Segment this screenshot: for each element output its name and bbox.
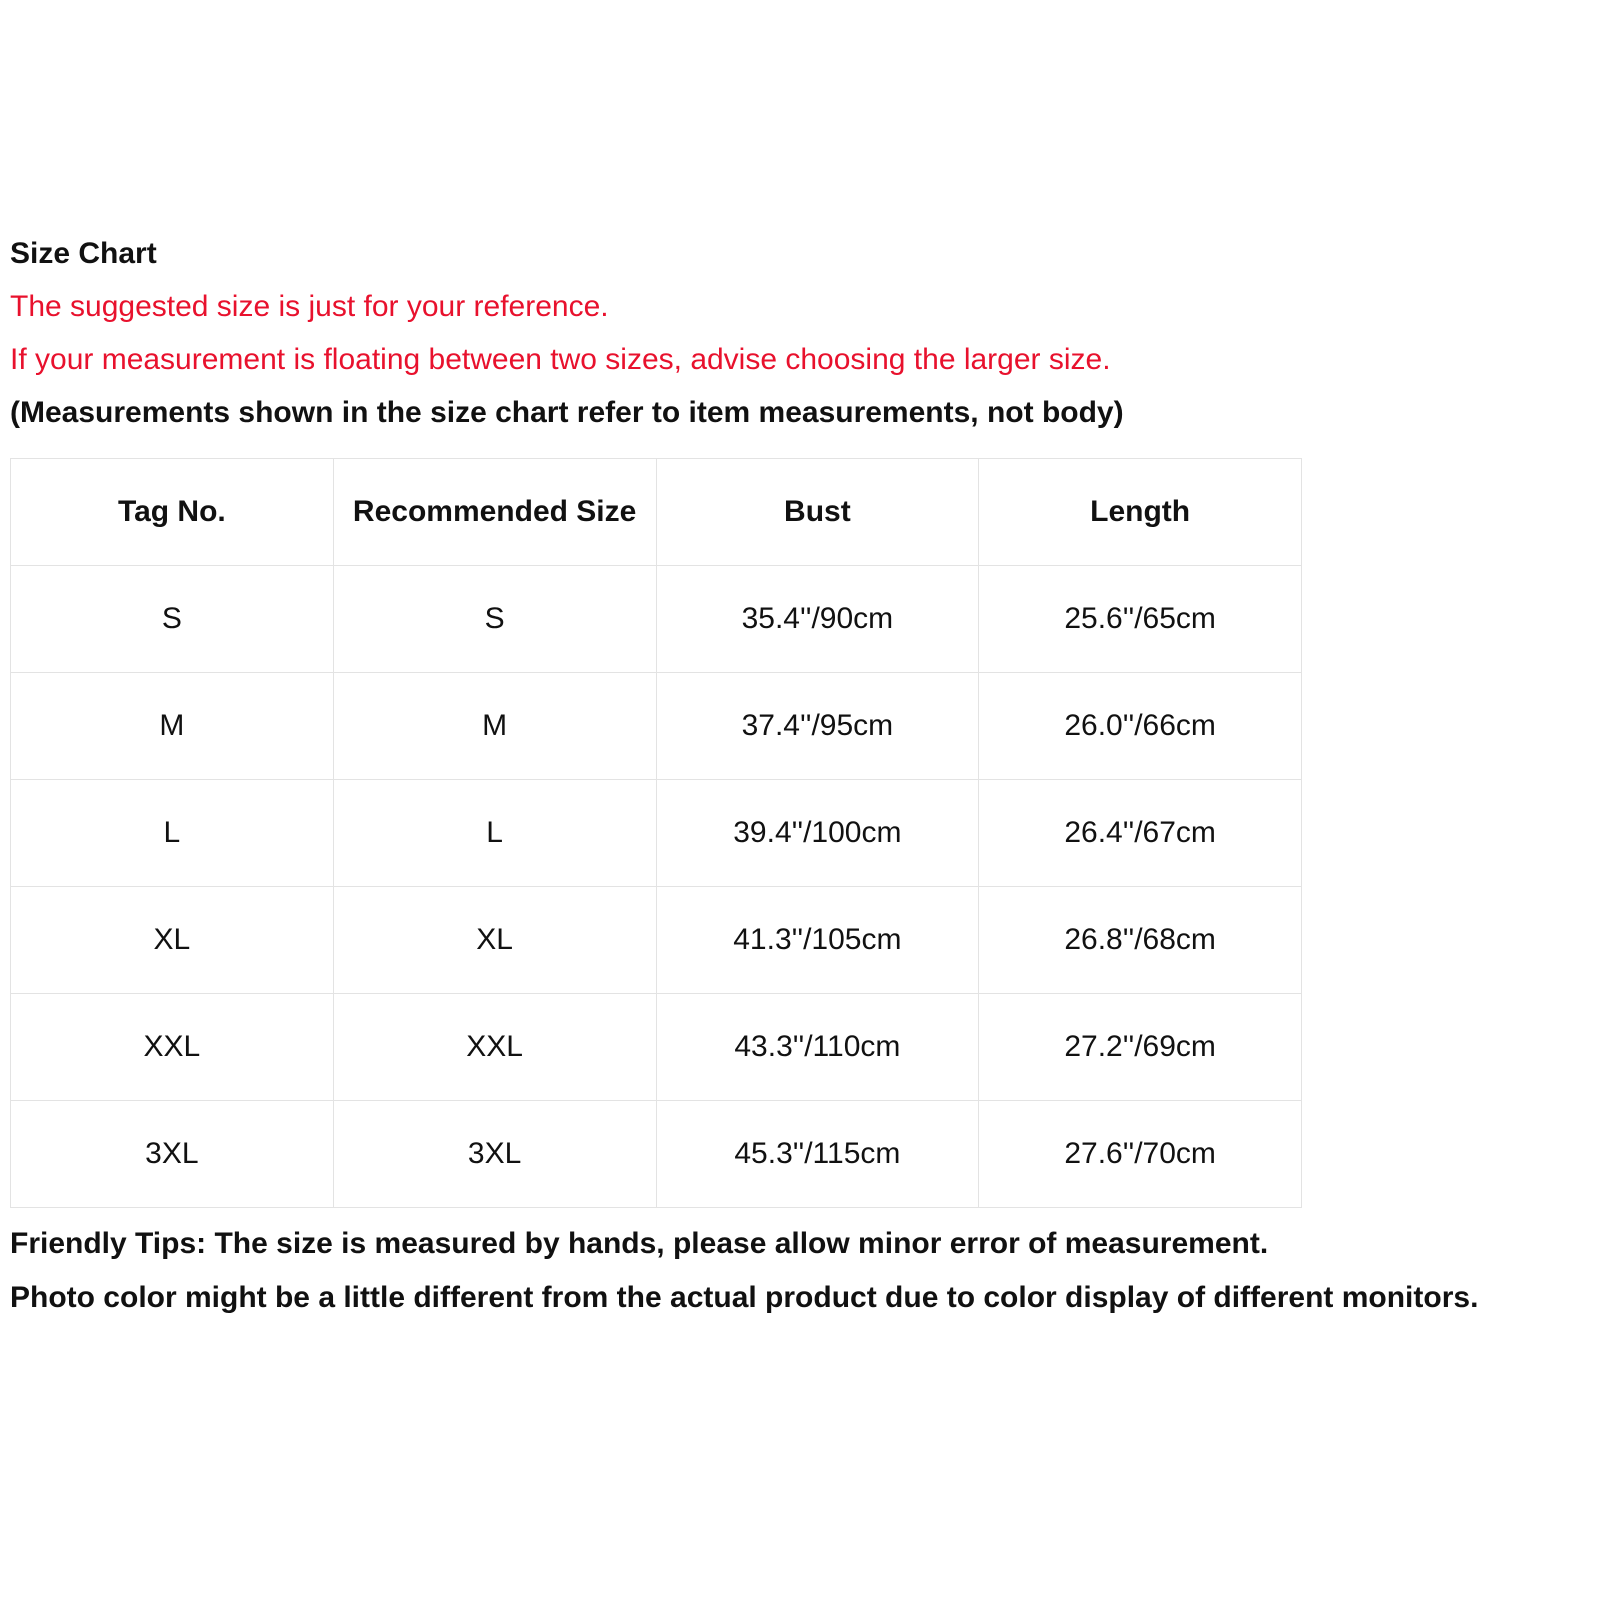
cell-tag-no: L <box>11 780 334 887</box>
cell-length: 27.2''/69cm <box>979 994 1302 1101</box>
cell-tag-no: M <box>11 673 334 780</box>
cell-bust: 35.4''/90cm <box>656 566 979 673</box>
cell-length: 26.4''/67cm <box>979 780 1302 887</box>
size-table <box>10 458 1302 1208</box>
cell-recommended-size: XXL <box>333 994 656 1101</box>
cell-bust: 37.4''/95cm <box>656 673 979 780</box>
cell-bust: 45.3''/115cm <box>656 1101 979 1208</box>
table-header-row <box>11 459 1302 566</box>
header-recommended-size: Recommended Size <box>333 459 656 566</box>
photo-color-tip: Photo color might be a little different from the actual product due to color display of different monitors. <box>10 1281 1479 1314</box>
cell-length: 26.8''/68cm <box>979 887 1302 994</box>
cell-bust: 39.4''/100cm <box>656 780 979 887</box>
header-length: Length <box>979 459 1302 566</box>
floating-size-note: If your measurement is floating between two sizes, advise choosing the larger size. <box>10 343 1111 376</box>
cell-tag-no: XL <box>11 887 334 994</box>
cell-length: 27.6''/70cm <box>979 1101 1302 1208</box>
table-body <box>11 566 1302 1208</box>
table-row <box>11 673 1302 780</box>
reference-note: The suggested size is just for your reference. <box>10 290 609 323</box>
table-row <box>11 566 1302 673</box>
table-header <box>11 459 1302 566</box>
cell-tag-no: XXL <box>11 994 334 1101</box>
cell-recommended-size: L <box>333 780 656 887</box>
cell-recommended-size: XL <box>333 887 656 994</box>
cell-recommended-size: 3XL <box>333 1101 656 1208</box>
table-row <box>11 887 1302 994</box>
header-bust: Bust <box>656 459 979 566</box>
measurement-note: (Measurements shown in the size chart refer to item measurements, not body) <box>10 396 1124 429</box>
size-chart-document <box>10 236 1600 1314</box>
cell-tag-no: 3XL <box>11 1101 334 1208</box>
friendly-tip: Friendly Tips: The size is measured by hands, please allow minor error of measurement. <box>10 1227 1269 1260</box>
cell-length: 26.0''/66cm <box>979 673 1302 780</box>
cell-tag-no: S <box>11 566 334 673</box>
cell-bust: 41.3''/105cm <box>656 887 979 994</box>
table-row <box>11 1101 1302 1208</box>
cell-bust: 43.3''/110cm <box>656 994 979 1101</box>
cell-length: 25.6''/65cm <box>979 566 1302 673</box>
tips-section <box>10 1226 1600 1334</box>
cell-recommended-size: S <box>333 566 656 673</box>
cell-recommended-size: M <box>333 673 656 780</box>
table-row <box>11 994 1302 1101</box>
header-tag-no: Tag No. <box>11 459 334 566</box>
page-title: Size Chart <box>10 237 157 270</box>
table-row <box>11 780 1302 887</box>
